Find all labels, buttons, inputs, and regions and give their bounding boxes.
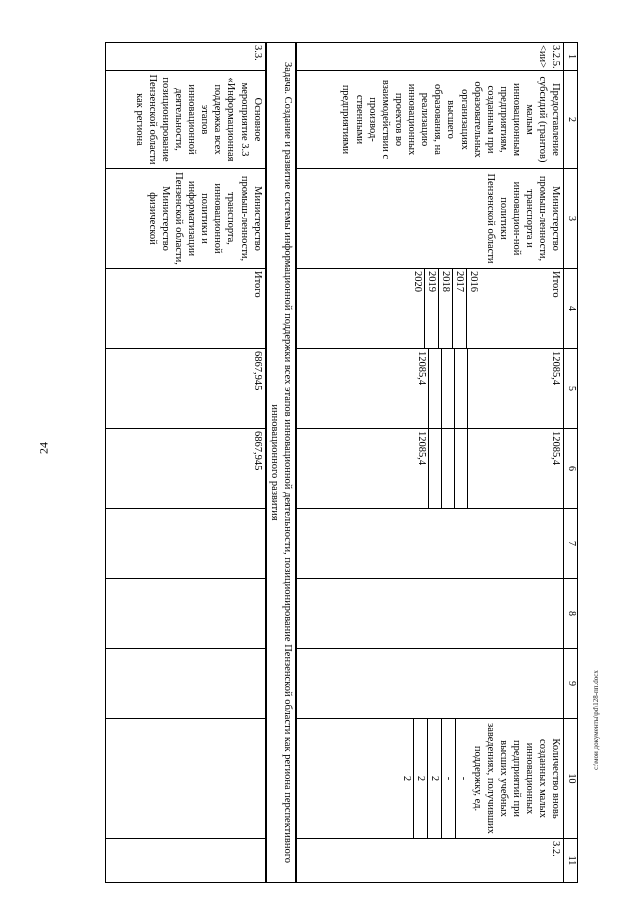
table-row	[106, 43, 266, 883]
value-cell	[429, 349, 442, 428]
total-label: Итого	[106, 269, 266, 349]
col-number: 3	[564, 169, 578, 269]
total-label: Итого	[550, 271, 562, 298]
measure-number: 3.2.5. <ии>	[296, 43, 564, 71]
value-cell	[429, 429, 442, 508]
goal-reference: 3.2.	[296, 839, 564, 883]
col-number: 2	[564, 71, 578, 169]
value-cell	[468, 429, 481, 508]
measure-name: Предоставление субсидий (грантов) малым инновационным предприятиям, созданным при образовательных организациях высшего образования, на реализацию инновационных проектов во взаимодействии с производ-ственными предприятиями	[296, 71, 564, 169]
measure-number: 3.3.	[106, 43, 266, 71]
year-cell: 2019	[424, 269, 438, 348]
executor: Министерство промыш-ленности, транспорта и инновацион-ной политики Пензенской области	[296, 169, 564, 269]
executor: Министерство промыш-ленности, транспорта, инновационной политики и информатизации Пензенской области, Министерство физической	[106, 169, 266, 269]
total-col6: 12085,4	[550, 431, 562, 466]
total-col5: 6867,945	[106, 349, 266, 429]
value-cell	[468, 349, 481, 428]
col-number: 9	[564, 649, 578, 719]
col-number: 7	[564, 509, 578, 579]
indicator-value: 2	[414, 719, 428, 838]
value-cell	[442, 429, 455, 508]
table-row	[296, 43, 564, 883]
col-number: 5	[564, 349, 578, 429]
col-number: 4	[564, 269, 578, 349]
value-cell	[442, 349, 455, 428]
year-cell: 2017	[453, 269, 467, 348]
rotated-sheet	[74, 42, 578, 882]
measures-table	[105, 42, 578, 883]
page-number: 24	[36, 442, 51, 454]
col-number: 11	[564, 839, 578, 883]
total-col6: 6867,945	[106, 429, 266, 509]
indicator-value: 2	[428, 719, 442, 838]
col-number: 6	[564, 429, 578, 509]
indicator-name: Количество вновь созданных малых инновационных предприятий при высших учебных заведениях, получивших поддержку, ед.	[471, 723, 562, 834]
value-cell	[455, 349, 468, 428]
column-number-row	[564, 43, 578, 883]
col-number: 8	[564, 579, 578, 649]
indicator-value: 2	[400, 719, 414, 838]
measure-name: Основное мероприятие 3.3 «Информационная поддержка всех этапов инновационной деятельности, позиционирование Пензенской области как региона	[106, 71, 266, 169]
indicator-value: -	[442, 719, 456, 838]
value-cell: 12085,4	[415, 429, 429, 508]
indicator-value: -	[457, 776, 469, 781]
col-number: 10	[564, 719, 578, 839]
footer-file-path: c:\мои документы\pd\128-пп.docx	[592, 670, 600, 770]
task-section-row	[266, 43, 296, 883]
year-cell: 2016	[468, 271, 480, 292]
task-text: Задача. Создание и развитие системы информационной поддержки всех этапов инновационной деятельности, позиционирование Пензенской области как региона перспективного инновационного развития	[266, 43, 296, 883]
year-cell: 2020	[411, 269, 425, 348]
col-number: 1	[564, 43, 578, 71]
total-col5: 12085,4	[550, 351, 562, 386]
year-cell: 2018	[439, 269, 453, 348]
value-cell	[455, 429, 468, 508]
value-cell: 12085,4	[415, 349, 429, 428]
